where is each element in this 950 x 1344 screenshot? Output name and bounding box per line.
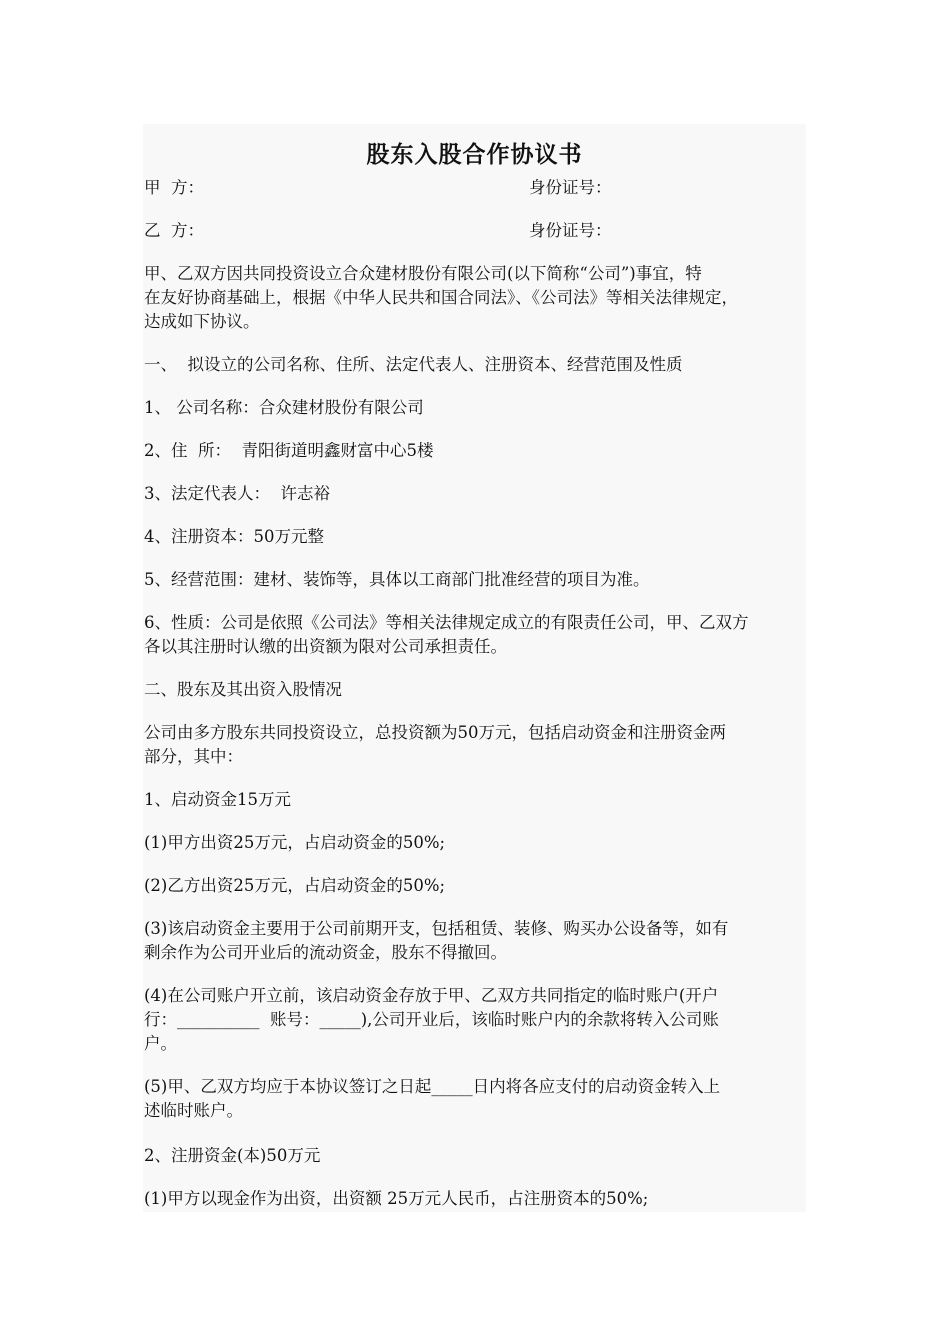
document-page <box>143 124 806 1212</box>
item-startup-d-line: 户。 <box>144 1034 177 1053</box>
item-startup-c-line: 剩余作为公司开业后的流动资金，股东不得撤回。 <box>144 943 507 962</box>
item-startup-e-line: 述临时账户。 <box>144 1101 243 1120</box>
item-registered-funds: 2、注册资金(本)50万元 <box>144 1146 321 1165</box>
item-nature-line: 各以其注册时认缴的出资额为限对公司承担责任。 <box>144 637 507 656</box>
item-startup-e-line: (5)甲、乙双方均应于本协议签订之日起_____日内将各应支付的启动资金转入上 <box>144 1077 721 1096</box>
section-2-intro-line: 部分，其中： <box>144 747 243 766</box>
party-b-label: 乙 方： <box>144 221 204 240</box>
section-2-intro-line: 公司由多方股东共同投资设立，总投资额为50万元，包括启动资金和注册资金两 <box>144 723 726 742</box>
section-1-heading: 一、 拟设立的公司名称、住所、法定代表人、注册资本、经营范围及性质 <box>144 355 683 374</box>
intro-paragraph <box>144 262 808 334</box>
item-company-name: 1、 公司名称：合众建材股份有限公司 <box>144 398 424 417</box>
intro-line: 在友好协商基础上，根据《中华人民共和国合同法》、《公司法》等相关法律规定， <box>144 288 738 307</box>
section-2-intro <box>144 721 808 769</box>
item-registered-funds-a: (1)甲方以现金作为出资，出资额 25万元人民币，占注册资本的50%; <box>144 1189 649 1208</box>
intro-line: 达成如下协议。 <box>144 312 260 331</box>
item-startup-c-line: (3)该启动资金主要用于公司前期开支，包括租赁、装修、购买办公设备等，如有 <box>144 919 729 938</box>
item-startup-capital: 1、启动资金15万元 <box>144 790 291 809</box>
item-nature-line: 6、性质：公司是依照《公司法》等相关法律规定成立的有限责任公司，甲、乙双方 <box>144 613 749 632</box>
intro-line: 甲、乙双方因共同投资设立合众建材股份有限公司(以下简称“公司”)事宜，特 <box>144 264 702 283</box>
item-startup-c <box>144 917 808 965</box>
item-startup-d <box>144 984 808 1056</box>
document-title: 股东入股合作协议书 <box>366 142 583 168</box>
party-b-row <box>144 219 806 243</box>
party-a-label: 甲 方： <box>144 178 204 197</box>
item-startup-a: (1)甲方出资25万元，占启动资金的50%; <box>144 833 446 852</box>
party-a-row <box>144 176 806 200</box>
item-nature <box>144 611 808 659</box>
item-registered-capital: 4、注册资本：50万元整 <box>144 527 324 546</box>
item-business-scope: 5、经营范围：建材、装饰等，具体以工商部门批准经营的项目为准。 <box>144 570 650 589</box>
item-startup-b: (2)乙方出资25万元，占启动资金的50%; <box>144 876 446 895</box>
item-startup-d-line: 行：__________ 账号：_____),公司开业后，该临时账户内的余款将转入公司账 <box>144 1010 719 1029</box>
party-b-id-label: 身份证号： <box>529 221 612 240</box>
item-address: 2、住 所： 青阳街道明鑫财富中心5楼 <box>144 441 434 460</box>
item-legal-representative: 3、法定代表人： 许志裕 <box>144 484 330 503</box>
item-startup-e <box>144 1075 808 1123</box>
section-2-heading: 二、股东及其出资入股情况 <box>144 680 342 699</box>
party-a-id-label: 身份证号： <box>529 178 612 197</box>
item-startup-d-line: (4)在公司账户开立前，该启动资金存放于甲、乙双方共同指定的临时账户(开户 <box>144 986 719 1005</box>
